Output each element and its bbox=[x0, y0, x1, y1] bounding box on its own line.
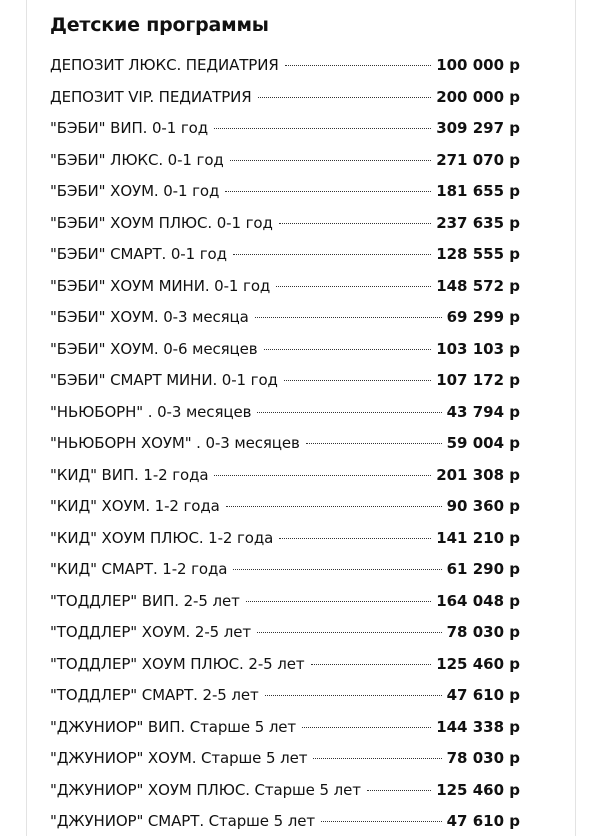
program-name: "БЭБИ" ЛЮКС. 0-1 год bbox=[50, 150, 224, 169]
page-title: Детские программы bbox=[50, 14, 269, 36]
price-row bbox=[50, 271, 520, 303]
price-row bbox=[50, 680, 520, 712]
left-border-line bbox=[26, 0, 27, 836]
price-row bbox=[50, 82, 520, 114]
program-name: "КИД" ВИП. 1-2 года bbox=[50, 465, 209, 484]
program-price: 309 297 р bbox=[436, 119, 520, 137]
dotted-leader bbox=[279, 223, 431, 224]
price-row bbox=[50, 50, 520, 82]
program-name: "БЭБИ" СМАРТ. 0-1 год bbox=[50, 245, 227, 263]
program-name: "БЭБИ" СМАРТ МИНИ. 0-1 год bbox=[50, 371, 278, 389]
program-name: "НЬЮБОРН ХОУМ" . 0-3 месяцев bbox=[50, 434, 300, 452]
price-row bbox=[50, 208, 520, 240]
program-price: 128 555 р bbox=[436, 245, 520, 263]
price-row bbox=[50, 334, 520, 366]
dotted-leader bbox=[276, 286, 431, 287]
price-row bbox=[50, 523, 520, 555]
price-row bbox=[50, 554, 520, 586]
dotted-leader bbox=[367, 790, 431, 791]
program-price: 103 103 р bbox=[436, 339, 520, 358]
program-price: 43 794 р bbox=[446, 402, 520, 421]
program-price: 59 004 р bbox=[446, 434, 520, 452]
program-price: 144 338 р bbox=[436, 717, 520, 736]
dotted-leader bbox=[255, 317, 442, 318]
program-price: 200 000 р bbox=[436, 87, 520, 106]
program-name: "БЭБИ" ХОУМ. 0-6 месяцев bbox=[50, 339, 258, 358]
dotted-leader bbox=[302, 727, 431, 728]
program-name: "ДЖУНИОР" ВИП. Старше 5 лет bbox=[50, 717, 297, 736]
program-price: 201 308 р bbox=[436, 465, 520, 484]
dotted-leader bbox=[246, 601, 431, 602]
program-name: "КИД" ХОУМ ПЛЮС. 1-2 года bbox=[50, 528, 274, 547]
program-price: 271 070 р bbox=[436, 150, 520, 169]
program-price: 181 655 р bbox=[436, 182, 520, 200]
dotted-leader bbox=[264, 349, 432, 350]
price-row bbox=[50, 145, 520, 177]
dotted-leader bbox=[284, 380, 431, 381]
program-price: 100 000 р bbox=[436, 56, 520, 74]
program-price: 164 048 р bbox=[436, 591, 520, 610]
program-price: 107 172 р bbox=[436, 371, 520, 389]
right-border-line bbox=[575, 0, 576, 836]
dotted-leader bbox=[230, 160, 432, 161]
dotted-leader bbox=[257, 412, 441, 413]
dotted-leader bbox=[226, 506, 442, 507]
program-name: "БЭБИ" ВИП. 0-1 год bbox=[50, 119, 208, 137]
dotted-leader bbox=[313, 758, 441, 759]
program-name: "БЭБИ" ХОУМ. 0-1 год bbox=[50, 182, 220, 200]
dotted-leader bbox=[265, 695, 442, 696]
program-name: "ТОДДЛЕР" ХОУМ. 2-5 лет bbox=[50, 623, 251, 641]
program-name: ДЕПОЗИТ VIP. ПЕДИАТРИЯ bbox=[50, 87, 252, 106]
dotted-leader bbox=[279, 538, 431, 539]
price-row bbox=[50, 176, 520, 208]
price-row bbox=[50, 302, 520, 334]
program-name: "ДЖУНИОР" СМАРТ. Старше 5 лет bbox=[50, 812, 315, 830]
price-row bbox=[50, 491, 520, 523]
price-row bbox=[50, 365, 520, 397]
program-price: 61 290 р bbox=[446, 560, 520, 578]
program-name: "НЬЮБОРН" . 0-3 месяцев bbox=[50, 402, 252, 421]
program-price: 141 210 р bbox=[436, 528, 520, 547]
program-name: "БЭБИ" ХОУМ МИНИ. 0-1 год bbox=[50, 276, 271, 295]
program-name: "КИД" ХОУМ. 1-2 года bbox=[50, 497, 220, 515]
program-price: 148 572 р bbox=[436, 276, 520, 295]
dotted-leader bbox=[306, 443, 442, 444]
program-name: "ДЖУНИОР" ХОУМ ПЛЮС. Старше 5 лет bbox=[50, 780, 361, 799]
price-row bbox=[50, 712, 520, 744]
dotted-leader bbox=[233, 254, 431, 255]
dotted-leader bbox=[285, 65, 431, 66]
program-price: 47 610 р bbox=[446, 686, 520, 704]
program-name: "ТОДДЛЕР" СМАРТ. 2-5 лет bbox=[50, 686, 259, 704]
program-price: 69 299 р bbox=[446, 308, 520, 326]
dotted-leader bbox=[257, 632, 442, 633]
dotted-leader bbox=[214, 128, 431, 129]
price-row bbox=[50, 775, 520, 807]
program-name: "ТОДДЛЕР" ХОУМ ПЛЮС. 2-5 лет bbox=[50, 654, 305, 673]
program-price: 237 635 р bbox=[436, 213, 520, 232]
program-price: 47 610 р bbox=[446, 812, 520, 830]
dotted-leader bbox=[233, 569, 441, 570]
program-name: "ТОДДЛЕР" ВИП. 2-5 лет bbox=[50, 591, 240, 610]
program-price: 90 360 р bbox=[446, 497, 520, 515]
price-row bbox=[50, 113, 520, 145]
program-price: 125 460 р bbox=[436, 780, 520, 799]
price-row bbox=[50, 806, 520, 838]
program-name: ДЕПОЗИТ ЛЮКС. ПЕДИАТРИЯ bbox=[50, 56, 279, 74]
dotted-leader bbox=[311, 664, 432, 665]
price-row bbox=[50, 460, 520, 492]
program-name: "КИД" СМАРТ. 1-2 года bbox=[50, 560, 228, 578]
program-name: "БЭБИ" ХОУМ. 0-3 месяца bbox=[50, 308, 249, 326]
program-price: 125 460 р bbox=[436, 654, 520, 673]
program-price: 78 030 р bbox=[446, 623, 520, 641]
price-row bbox=[50, 743, 520, 775]
price-list bbox=[50, 50, 520, 838]
program-name: "БЭБИ" ХОУМ ПЛЮС. 0-1 год bbox=[50, 213, 273, 232]
price-row bbox=[50, 617, 520, 649]
price-row bbox=[50, 586, 520, 618]
price-row bbox=[50, 397, 520, 429]
price-row bbox=[50, 428, 520, 460]
price-row bbox=[50, 239, 520, 271]
program-price: 78 030 р bbox=[446, 749, 520, 767]
dotted-leader bbox=[321, 821, 442, 822]
dotted-leader bbox=[225, 191, 431, 192]
dotted-leader bbox=[258, 97, 432, 98]
dotted-leader bbox=[214, 475, 431, 476]
price-row bbox=[50, 649, 520, 681]
program-name: "ДЖУНИОР" ХОУМ. Старше 5 лет bbox=[50, 749, 308, 767]
